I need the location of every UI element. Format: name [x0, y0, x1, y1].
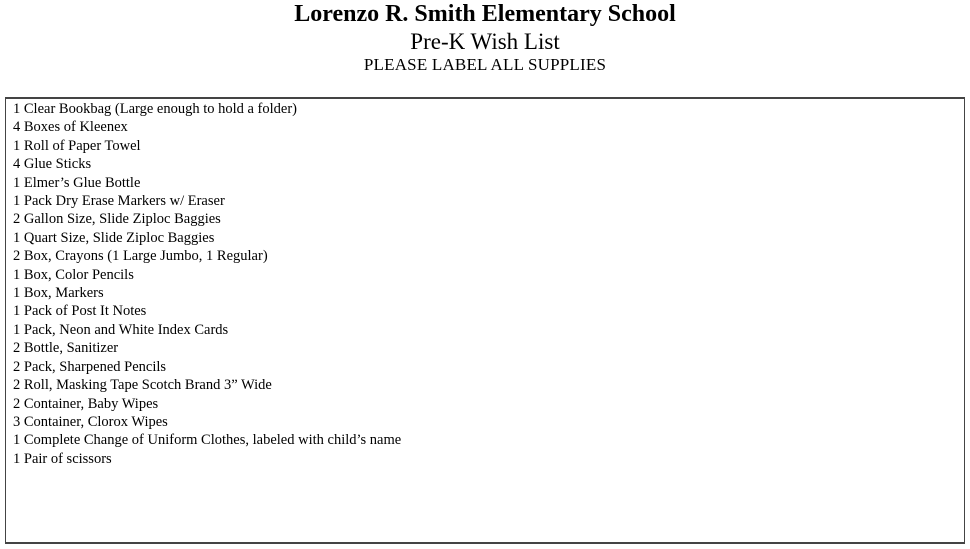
- supply-item-sanitizer: 2 Bottle, Sanitizer: [13, 340, 119, 357]
- supply-item-scissors: 1 Pair of scissors: [13, 450, 112, 467]
- supply-list-box: [5, 97, 965, 544]
- supply-item-kleenex: 4 Boxes of Kleenex: [13, 119, 128, 136]
- supply-item-quart-baggies: 1 Quart Size, Slide Ziploc Baggies: [13, 229, 215, 246]
- supply-item-gallon-baggies: 2 Gallon Size, Slide Ziploc Baggies: [13, 211, 221, 228]
- supply-item-post-it-notes: 1 Pack of Post It Notes: [13, 303, 147, 320]
- supply-item-bookbag: 1 Clear Bookbag (Large enough to hold a folder): [13, 101, 298, 117]
- supply-item-glue-sticks: 4 Glue Sticks: [13, 156, 92, 173]
- supply-item-pencils: 2 Pack, Sharpened Pencils: [13, 358, 167, 375]
- supply-item-index-cards: 1 Pack, Neon and White Index Cards: [13, 321, 229, 338]
- supply-item-crayons: 2 Box, Crayons (1 Large Jumbo, 1 Regular): [13, 248, 268, 265]
- supply-item-dry-erase-markers: 1 Pack Dry Erase Markers w/ Eraser: [13, 193, 225, 210]
- supply-list: [13, 100, 964, 468]
- supply-item-clorox-wipes: 3 Container, Clorox Wipes: [13, 413, 168, 430]
- supply-item-glue-bottle: 1 Elmer’s Glue Bottle: [13, 174, 141, 191]
- school-name: Lorenzo R. Smith Elementary School: [294, 1, 676, 27]
- list-subtitle: PLEASE LABEL ALL SUPPLIES: [363, 55, 607, 74]
- supply-item-uniform-clothes: 1 Complete Change of Uniform Clothes, labeled with child’s name: [13, 432, 402, 449]
- supply-item-markers: 1 Box, Markers: [13, 285, 104, 302]
- supply-item-color-pencils: 1 Box, Color Pencils: [13, 266, 134, 283]
- supply-item-paper-towel: 1 Roll of Paper Towel: [13, 137, 141, 154]
- supply-item-baby-wipes: 2 Container, Baby Wipes: [13, 395, 159, 412]
- list-title: Pre-K Wish List: [410, 29, 560, 54]
- supply-item-masking-tape: 2 Roll, Masking Tape Scotch Brand 3” Wide: [13, 377, 272, 394]
